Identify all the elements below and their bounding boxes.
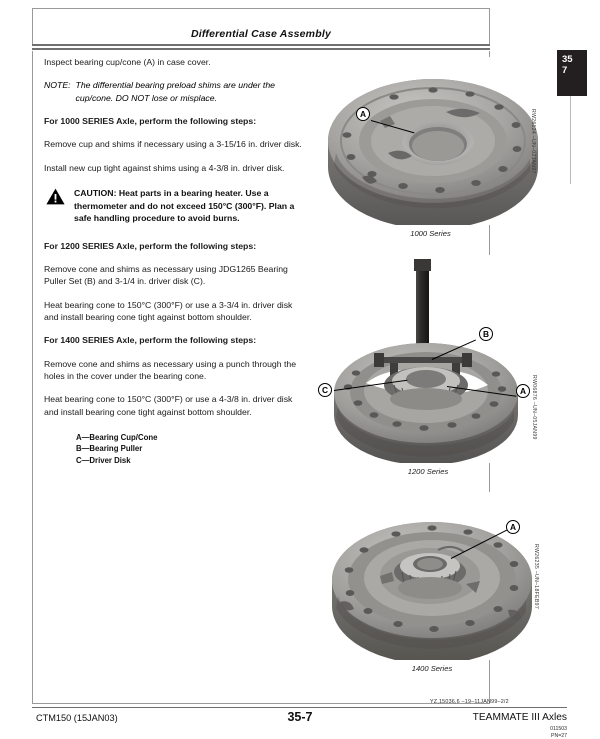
note-label: NOTE:: [44, 80, 71, 91]
paragraph-1000-remove: Remove cup and shims if necessary using a 3-15/16 in. driver disk.: [44, 139, 302, 150]
footer-document-code: YZ,15036,6 –19–11JAN99–2/2: [430, 699, 509, 705]
section-tab-page: 7: [562, 64, 568, 76]
figure-caption-1200: 1200 Series: [407, 467, 449, 476]
paragraph-1400-remove: Remove cone and shims as necessary using a punch through the holes in the cover under the bearing cone.: [44, 358, 297, 382]
callout-c: C: [318, 383, 332, 397]
photo-1400-series: [318, 492, 546, 660]
legend-item: B—Bearing Puller: [76, 444, 143, 454]
footer-pn-code: PN=27: [550, 733, 567, 739]
warning-triangle-icon: [46, 187, 65, 225]
figure-1400-series: [318, 492, 546, 673]
instruction-column: [44, 56, 302, 466]
figure-photo-id-1000: RW26124 –UN–02JAN97: [530, 109, 536, 174]
page-header-frame: [32, 8, 490, 44]
figure-caption-1000: 1000 Series: [410, 229, 451, 238]
footer-page-number: 35-7: [287, 710, 313, 724]
footer-manual-id: CTM150 (15JAN03): [36, 713, 118, 723]
figure-photo-id-1200: RW06876 –UN–05JAN99: [531, 375, 537, 440]
footer-date-code: 011503: [550, 726, 567, 732]
photo-1200-series: [312, 255, 544, 463]
callout-legend: [44, 432, 302, 466]
intro-paragraph: Inspect bearing cup/cone (A) in case cover.: [44, 57, 211, 67]
section-page-tab: [557, 50, 587, 96]
heading-1200-series: For 1200 SERIES Axle, perform the following steps:: [44, 240, 257, 251]
callout-a: A: [516, 384, 530, 398]
page-title: Differential Case Assembly: [190, 28, 331, 40]
header-rule-top: [32, 44, 490, 46]
heading-1000-series: For 1000 SERIES Axle, perform the following steps:: [44, 116, 257, 127]
paragraph-1200-heat: Heat bearing cone to 150°C (300°F) or use a 3-3/4 in. driver disk and install bearing cone tight against bottom shoulder.: [44, 299, 293, 323]
legend-item: A—Bearing Cup/Cone: [76, 433, 158, 443]
header-rule-bottom: [32, 48, 490, 50]
callout-a: A: [356, 107, 370, 121]
figure-photo-id-1400: RW26235 –UN–18FEB97: [533, 544, 539, 610]
paragraph-1000-install: Install new cup tight against shims using a 4-3/8 in. driver disk.: [44, 162, 285, 173]
caution-block: [44, 187, 302, 225]
heading-1400-series: For 1400 SERIES Axle, perform the following steps:: [44, 335, 257, 346]
footer-product-name: TEAMMATE III Axles: [472, 712, 567, 723]
figure-1000-series: [318, 57, 543, 238]
caution-text: CAUTION: Heat parts in a bearing heater. Use a thermometer and do not exceed 150°C (300°F). Plan a safe handling procedure to avoid burns.: [74, 188, 295, 224]
legend-item: C—Driver Disk: [76, 455, 131, 465]
callout-a: A: [506, 520, 520, 534]
footer-rule: [32, 707, 567, 708]
section-tab-chapter: 35: [562, 54, 573, 65]
note-block: [44, 79, 302, 104]
figure-caption-1400: 1400 Series: [411, 664, 453, 673]
photo-1000-series: [318, 57, 543, 225]
section-tab-stem: [570, 96, 571, 184]
callout-b: B: [479, 327, 493, 341]
note-text: The differential bearing preload shims are under the cup/cone. DO NOT lose or misplace.: [75, 80, 275, 103]
figure-1200-series: [312, 255, 544, 476]
paragraph-1200-remove: Remove cone and shims as necessary using JDG1265 Bearing Puller Set (B) and 3-1/4 in. driver disk (C).: [44, 264, 288, 287]
paragraph-1400-heat: Heat bearing cone to 150°C (300°F) or use a 4-3/8 in. driver disk and install bearing cone tight against bottom shoulder.: [44, 394, 293, 417]
